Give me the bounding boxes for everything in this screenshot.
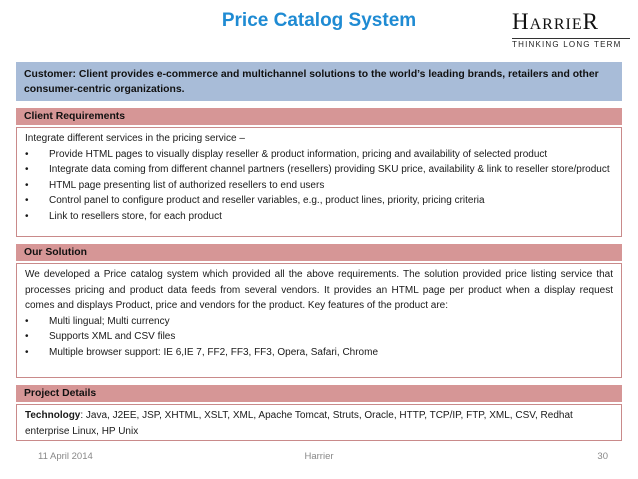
logo-tagline: THINKING LONG TERM [512,38,630,49]
list-item: • Supports XML and CSV files [25,329,613,345]
list-item: • Link to resellers store, for each product [25,209,613,225]
project-details-box [16,404,622,441]
solution-paragraph: We developed a Price catalog system which provided all the above requirements. The solution provided price listing service that processes pricing and product data feeds from several vendors. It provides an HTML page per product when a display request comes and displays Product, price and vendors for the product. Key features of the product are: [25,269,613,312]
logo-wordmark: HARRIER [512,9,599,34]
project-details-header: Project Details [16,385,622,402]
list-item: • Multi lingual; Multi currency [25,314,613,330]
footer-page-number: 30 [597,451,608,462]
requirements-list [25,147,613,225]
list-item: • Provide HTML pages to visually display reseller & product information, pricing and availability of selected product [25,147,613,163]
footer-date: 11 April 2014 [38,451,93,462]
list-item: • HTML page presenting list of authorized resellers to end users [25,178,613,194]
slide-title: Price Catalog System [221,10,417,31]
harrier-logo [512,10,630,50]
list-item: • Integrate data coming from different channel partners (resellers) providing SKU price, availability & link to reseller store/product [25,162,613,178]
footer-company: Harrier [304,451,334,462]
customer-banner: Customer: Client provides e-commerce and multichannel solutions to the world’s leading brands, retailers and other consumer-centric organizations. [16,62,622,101]
requirements-intro: Integrate different services in the pricing service – [25,133,245,144]
technology-value: : Java, J2EE, JSP, XHTML, XSLT, XML, Apache Tomcat, Struts, Oracle, HTTP, TCP/IP, FTP, XML, CSV, Redhat enterprise Linux, HP Unix [25,410,573,437]
technology-label: Technology [25,410,81,421]
list-item: • Multiple browser support: IE 6,IE 7, FF2, FF3, FF3, Opera, Safari, Chrome [25,345,613,361]
list-item: • Control panel to configure product and reseller variables, e.g., product lines, priority, pricing criteria [25,193,613,209]
client-requirements-box [16,127,622,237]
client-requirements-header: Client Requirements [16,108,622,125]
solution-features-list [25,314,613,361]
our-solution-header: Our Solution [16,244,622,261]
our-solution-box [16,263,622,378]
